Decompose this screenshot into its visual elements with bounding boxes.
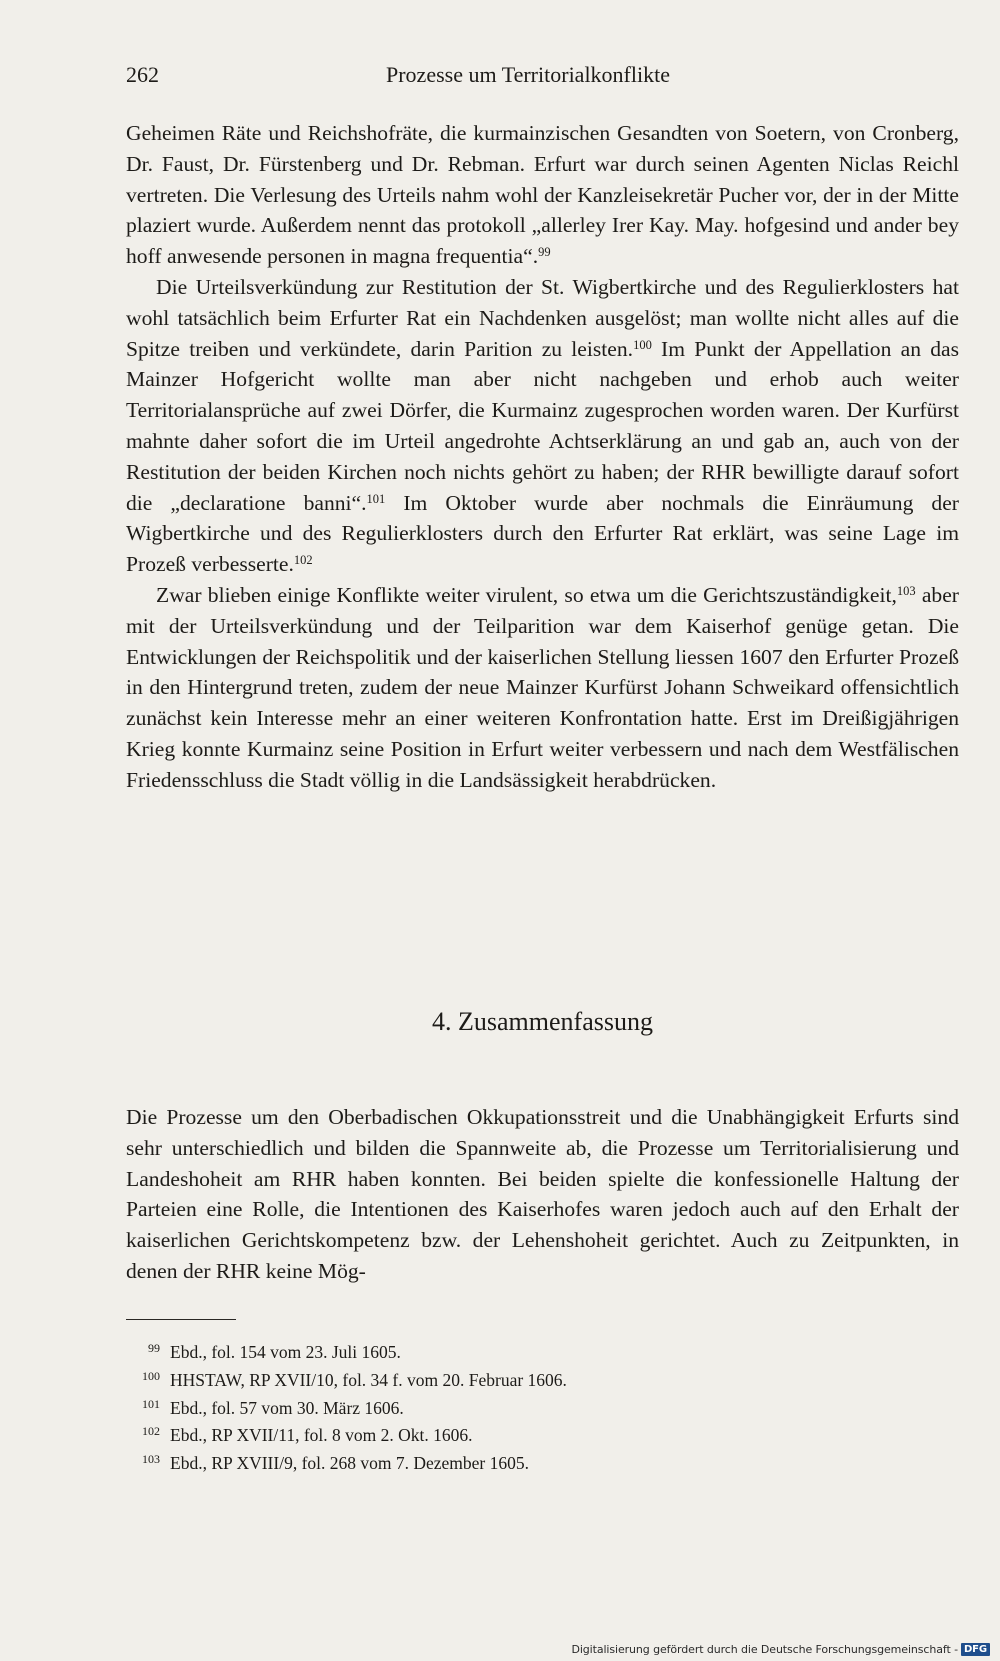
footnote-item	[126, 1396, 959, 1424]
footnote-text: HHSTAW, RP XVII/10, fol. 34 f. vom 20. Februar 1606.	[170, 1369, 567, 1390]
footnote-ref[interactable]: 103	[896, 584, 916, 599]
dfg-logo-icon[interactable]: DFG	[961, 1643, 990, 1656]
footnote-number: 99	[148, 1341, 160, 1355]
footnote-text: Ebd., fol. 154 vom 23. Juli 1605.	[170, 1342, 401, 1362]
footnote-number: 101	[142, 1396, 160, 1411]
running-head: Prozesse um Territorialkonflikte	[386, 62, 670, 87]
footnote-number: 102	[142, 1424, 160, 1439]
paragraph-text: Geheimen Räte und Reichshofräte, die kurmainzischen Gesandten von Soetern, von Cronberg, Dr. Faust, Dr. Fürstenberg und Dr. Rebman. Erfurt war durch seinen Agenten Niclas Reichl vertreten. Die Verlesung des Urteils nahm wohl der Kanzleisekretär Pucher vor, der in der Mitte plaziert wurde. Außerdem nennt das protokoll „allerley Irer Kay. May. hofgesind und ander bey hoff anwesende personen in magna frequentia“.	[126, 121, 959, 269]
paragraph-2	[126, 272, 959, 580]
page-header	[126, 56, 958, 96]
paragraph-3	[126, 580, 959, 796]
credit-text: Digitalisierung gefördert durch die Deutsche Forschungsgemeinschaft -	[571, 1643, 958, 1656]
footnote-divider	[126, 1319, 236, 1320]
body-text	[126, 118, 959, 796]
footnote-text: Ebd., fol. 57 vom 30. März 1606.	[170, 1397, 404, 1418]
footnote-item	[126, 1451, 959, 1479]
footnote-number: 100	[142, 1368, 160, 1383]
footnote-item	[126, 1423, 959, 1451]
section-paragraph: Die Prozesse um den Oberbadischen Okkupationsstreit und die Unabhängigkeit Erfurts sind sehr unterschiedlich und bilden die Spannweite ab, die Prozesse um Territorialisierung und Landeshoheit am RHR haben konnten. Bei beiden spielte die konfessionelle Haltung der Parteien eine Rolle, die Intentionen des Kaiserhofes waren jedoch auch auf den Erhalt der kaiserlichen Gerichtskompetenz bzw. der Lehenshoheit gerichtet. Auch zu Zeitpunkten, in denen der RHR keine Mög-	[126, 1105, 959, 1283]
footnote-ref[interactable]: 99	[538, 245, 551, 260]
paragraph-text: Die Urteilsverkündung zur Restitution der St. Wigbertkirche und des Regulierklosters hat wohl tatsächlich beim Erfurter Rat ein Nachdenken ausgelöst; man wollte nicht alles auf die Spitze treiben und verkündete, darin Parition zu leisten.	[126, 274, 959, 361]
footnote-ref[interactable]: 100	[633, 337, 652, 352]
section-heading: 4. Zusammenfassung	[432, 1007, 653, 1036]
paragraph-text: Im Punkt der Appellation an das Mainzer Hofgericht wollte man aber nicht nachgeben und erhob auch weiter Territorialansprüche auf zwei Dörfer, die Kurmainz zugesprochen worden waren. Der Kurfürst mahnte daher sofort die im Urteil angedrohte Achtserklärung an und gab an, auch von der Restitution der beiden Kirchen noch nichts gehört zu haben; der RHR bewilligte darauf sofort die „declaratione banni“.	[126, 336, 959, 515]
page-number: 262	[126, 62, 159, 87]
footnote-ref[interactable]: 101	[366, 491, 386, 506]
paragraph-text: aber mit der Urteilsverkündung und der Teilparition war dem Kaiserhof genüge getan. Die Entwicklungen der Reichspolitik und der kaiserlichen Stellung liessen 1607 den Erfurter Prozeß in den Hintergrund treten, zudem der neue Mainzer Kurfürst Johann Schweikard offensichtlich zunächst kein Interesse mehr an einer weiteren Konfrontation hatte. Erst im Dreißigjährigen Krieg konnte Kurmainz seine Position in Erfurt weiter verbessern und nach dem Westfälischen Friedensschluss die Stadt völlig in die Landsässigkeit herabdrücken.	[126, 582, 959, 792]
footnote-item	[126, 1368, 959, 1396]
footnotes	[126, 1340, 959, 1479]
paragraph-text: Im Oktober wurde aber nochmals die Einräumung der Wigbertkirche und des Regulierklosters durch den Erfurter Rat erklärt, was seine Lage im Prozeß verbesserte.	[126, 490, 959, 577]
paragraph-text: Zwar blieben einige Konflikte weiter virulent, so etwa um die Gerichtszuständigkeit,	[156, 582, 897, 607]
section-body	[126, 1102, 959, 1287]
footnote-text: Ebd., RP XVII/11, fol. 8 vom 2. Okt. 1606.	[170, 1425, 473, 1446]
footnote-text: Ebd., RP XVIII/9, fol. 268 vom 7. Dezember 1605.	[170, 1453, 530, 1474]
footnote-item	[126, 1340, 959, 1368]
paragraph-1	[126, 118, 959, 272]
footnote-ref[interactable]: 102	[293, 553, 313, 568]
footnote-number: 103	[142, 1452, 160, 1467]
digitization-credit	[571, 1643, 990, 1656]
